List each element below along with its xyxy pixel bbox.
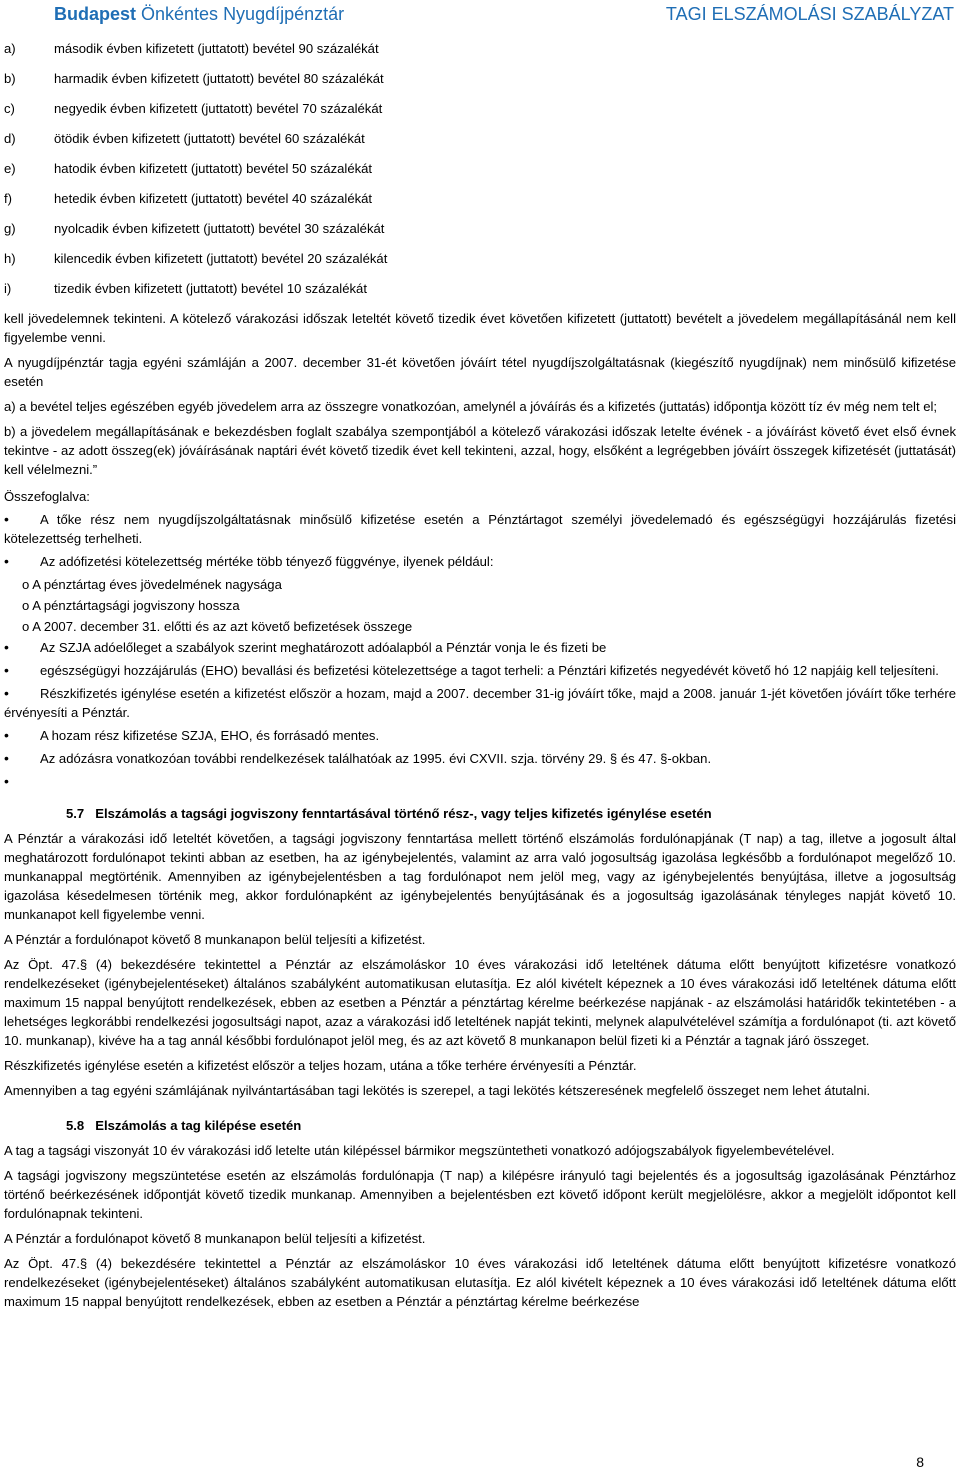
brand-name-bold: Budapest bbox=[54, 3, 137, 24]
paragraph: Az Öpt. 47.§ (4) bekezdésére tekintettel a Pénztár az elszámoláskor 10 éves várakozási idő leteltének dátuma előtt benyújtott kifizetésre vonatkozó rendelkezéseket (igénybejelentéseket) általános szabályként automatikusan elutasítja. Ez alól kivételt képeznek a 10 éves várakozási idő leteltének dátuma előtt maximum 15 nappal benyújtott rendelkezések, ebben az esetben a Pénztár a pénztártag kérelme beérkezése napjának - az elszámolási határidők tekintetében - a lehetséges legkorábbi rendelkezési jogosultsági napot, azaz a várakozási idő leteltének napját tekinti, melynek alapulvételével számítja a fordulónapot (ti. azt követő 10. munkanap), kivéve ha a tag annál későbbi fordulónapot jelöl meg, és az azt követő 8 munkanapon belül fizeti ki a Pénztár a tagnak járó összeget. bbox=[4, 957, 956, 1048]
list-item bbox=[4, 93, 956, 123]
section-heading-5-8 bbox=[4, 1116, 956, 1135]
document-title: TAGI ELSZÁMOLÁSI SZABÁLYZAT bbox=[665, 3, 954, 24]
list-label: d) bbox=[4, 130, 16, 146]
bullet-item: • A hozam rész kifizetése SZJA, EHO, és forrásadó mentes. bbox=[4, 726, 956, 745]
section-heading-5-7 bbox=[4, 804, 956, 823]
paragraph: A nyugdíjpénztár tagja egyéni számláján a 2007. december 31-ét követően jóváírt tétel nyugdíjszolgáltatásnak (kiegészítő nyugdíjnak) nem minősülő kifizetése esetén bbox=[4, 355, 956, 389]
paragraph: b) a jövedelem megállapításának e bekezdésben foglalt szabálya szempontjából a kötelező várakozási időszak letelte évének - a jóváírást követő évet első évnek tekintve - az adott összeg(ek) jóváírásának naptári évét követő tizedik évet kell tekinteni, azzal, hogy, elsőként a legrégebben jóváírt összegek kifizetését (juttatását) kell vélelmezni.” bbox=[4, 424, 956, 477]
paragraph: Az Öpt. 47.§ (4) bekezdésére tekintettel a Pénztár az elszámoláskor 10 éves várakozási idő leteltének dátuma előtt benyújtott kifizetésre vonatkozó rendelkezéseket (igénybejelentéseket) általános szabályként automatikusan elutasítja. Ez alól kivételt képeznek a 10 éves várakozási idő leteltének dátuma előtt maximum 15 nappal benyújtott rendelkezések, ebben az esetben a Pénztár a pénztártag kérelme beérkezése bbox=[4, 1256, 956, 1309]
summary-list bbox=[4, 510, 956, 571]
list-item bbox=[4, 123, 956, 153]
paragraph: A tagsági jogviszony megszüntetése esetén az elszámolás fordulónapja (T nap) a kilépésre irányuló tagi bejelentés és a jogosultság igazolásának Pénztárhoz történő beérkezésének időpontját követő tizedik munkanap. Amennyiben a bejelentésben ezt követő időpont került megjelölésre, akkor a megjelölt időpontot kell fordulónapnak tekinteni. bbox=[4, 1168, 956, 1221]
list-text: kilencedik évben kifizetett (juttatott) bevétel 20 százalékát bbox=[54, 250, 388, 266]
summary-list-2 bbox=[4, 638, 956, 794]
bullet-text: Az adófizetési kötelezettség mértéke több tényező függvénye, ilyenek például: bbox=[40, 554, 494, 569]
section-title-text: Elszámolás a tagsági jogviszony fenntartásával történő rész-, vagy teljes kifizetés igénylése esetén bbox=[95, 806, 712, 821]
paragraph: Részkifizetés igénylése esetén a kifizetést először a teljes hozam, utána a tőke terhére érvényesíti a Pénztár. bbox=[4, 1058, 637, 1073]
list-text: második évben kifizetett (juttatott) bevétel 90 százalékát bbox=[54, 40, 379, 56]
empty-bullet-item bbox=[4, 772, 956, 794]
sub-item: o A pénztártagsági jogviszony hossza bbox=[22, 598, 240, 613]
paragraph: kell jövedelemnek tekinteni. A kötelező várakozási időszak leteltét követő tizedik évet követően kifizetett (juttatott) bevételt a jövedelem megállapításánál nem kell figyelembe venni. bbox=[4, 311, 956, 345]
list-text: hetedik évben kifizetett (juttatott) bevétel 40 százalékát bbox=[54, 190, 373, 206]
list-label: b) bbox=[4, 70, 16, 86]
sub-item: o A pénztártag éves jövedelmének nagysága bbox=[22, 577, 282, 592]
page-header bbox=[4, 0, 956, 29]
paragraph: A tag a tagsági viszonyát 10 év várakozási idő letelte után kilépéssel bármikor megszüntetheti vonatkozó adójogszabályok figyelembevételével. bbox=[4, 1143, 835, 1158]
list-item bbox=[4, 183, 956, 213]
list-item bbox=[4, 273, 956, 303]
bullet-item: • Az adózásra vonatkozóan további rendelkezések találhatóak az 1995. évi CXVII. szja. törvény 29. § és 47. §-okban. bbox=[4, 749, 956, 768]
paragraph: a) a bevétel teljes egészében egyéb jövedelem arra az összegre vonatkozóan, amelynél a jóváírás és a kifizetés (juttatás) időpontja között tíz év még nem telt el; bbox=[4, 399, 938, 414]
list-item bbox=[4, 213, 956, 243]
paragraph: A Pénztár a várakozási idő leteltét követően, a tagsági jogviszony fenntartása mellett történő elszámolás fordulónapjának (T nap) a tag, illetve a jogosult által meghatározott fordulónapot tekinti abban az esetben, ha az igénybejelentés, valamint az arra való jogosultság igazolása legkésőbb a fordulónapot megelőző 10. munkanappal megtörténik. Amennyiben az igénybejelentésben a tag fordulónapot nem jelöl meg, vagy az igénybejelentés benyújtása, illetve a jogosultság igazolása késedelmesen történik meg, akkor fordulónapként az igénybejelentés benyújtásának és a jogosultság igazolásának tényleges napját követő 10. munkanapot kell figyelembe venni. bbox=[4, 831, 956, 922]
list-label: e) bbox=[4, 160, 16, 176]
document-body bbox=[4, 29, 956, 1311]
list-label: i) bbox=[4, 280, 12, 296]
section-number: 5.8 bbox=[66, 1118, 85, 1133]
list-text: harmadik évben kifizetett (juttatott) bevétel 80 százalékát bbox=[54, 70, 384, 86]
list-label: c) bbox=[4, 100, 15, 116]
list-item bbox=[4, 33, 956, 63]
bullet-item bbox=[4, 552, 956, 571]
list-text: ötödik évben kifizetett (juttatott) bevétel 60 százalékát bbox=[54, 130, 365, 146]
list-text: hatodik évben kifizetett (juttatott) bevétel 50 százalékát bbox=[54, 160, 373, 176]
page-number: 8 bbox=[916, 1454, 924, 1470]
bullet-item: • Részkifizetés igénylése esetén a kifizetést először a hozam, majd a 2007. december 31-ig jóváírt tőke, majd a 2008. január 1-jét követően jóváírt tőke terhére érvényesíti a Pénztár. bbox=[4, 684, 956, 722]
brand-name-rest: Önkéntes Nyugdíjpénztár bbox=[136, 3, 345, 24]
paragraph: Amennyiben a tag egyéni számlájának nyilvántartásában tagi lekötés is szerepel, a tagi lekötés kétszeresének megfelelő összeget nem lehet átutalni. bbox=[4, 1083, 871, 1098]
bullet-item: • Az SZJA adóelőleget a szabályok szerint meghatározott adóalapból a Pénztár vonja le és fizeti be bbox=[4, 638, 956, 657]
list-text: negyedik évben kifizetett (juttatott) bevétel 70 százalékát bbox=[54, 100, 383, 116]
list-text: nyolcadik évben kifizetett (juttatott) bevétel 30 százalékát bbox=[54, 220, 385, 236]
paragraph: A Pénztár a fordulónapot követő 8 munkanapon belül teljesíti a kifizetést. bbox=[4, 1231, 426, 1246]
list-item bbox=[4, 63, 956, 93]
bullet-item: • egészségügyi hozzájárulás (EHO) bevallási és befizetési kötelezettsége a tagot terheli: a Pénztári kifizetés negyedévét követő hó 12 napjáig kell teljesíteni. bbox=[4, 661, 956, 680]
bullet-item: • A tőke rész nem nyugdíjszolgáltatásnak minősülő kifizetése esetén a Pénztártagot személyi jövedelemadó és egészségügyi hozzájárulás fizetési kötelezettség terhelheti. bbox=[4, 510, 956, 548]
summary-title: Összefoglalva: bbox=[4, 489, 90, 504]
section-number: 5.7 bbox=[66, 806, 85, 821]
list-label: f) bbox=[4, 190, 12, 206]
section-title-text: Elszámolás a tag kilépése esetén bbox=[95, 1118, 302, 1133]
list-label: a) bbox=[4, 40, 16, 56]
brand-name bbox=[54, 4, 344, 25]
sub-item: o A 2007. december 31. előtti és az azt követő befizetések összege bbox=[22, 619, 413, 634]
list-item bbox=[4, 243, 956, 273]
list-label: h) bbox=[4, 250, 16, 266]
list-item bbox=[4, 153, 956, 183]
paragraph: A Pénztár a fordulónapot követő 8 munkanapon belül teljesíti a kifizetést. bbox=[4, 932, 426, 947]
list-text: tizedik évben kifizetett (juttatott) bevétel 10 százalékát bbox=[54, 280, 367, 296]
list-label: g) bbox=[4, 220, 16, 236]
